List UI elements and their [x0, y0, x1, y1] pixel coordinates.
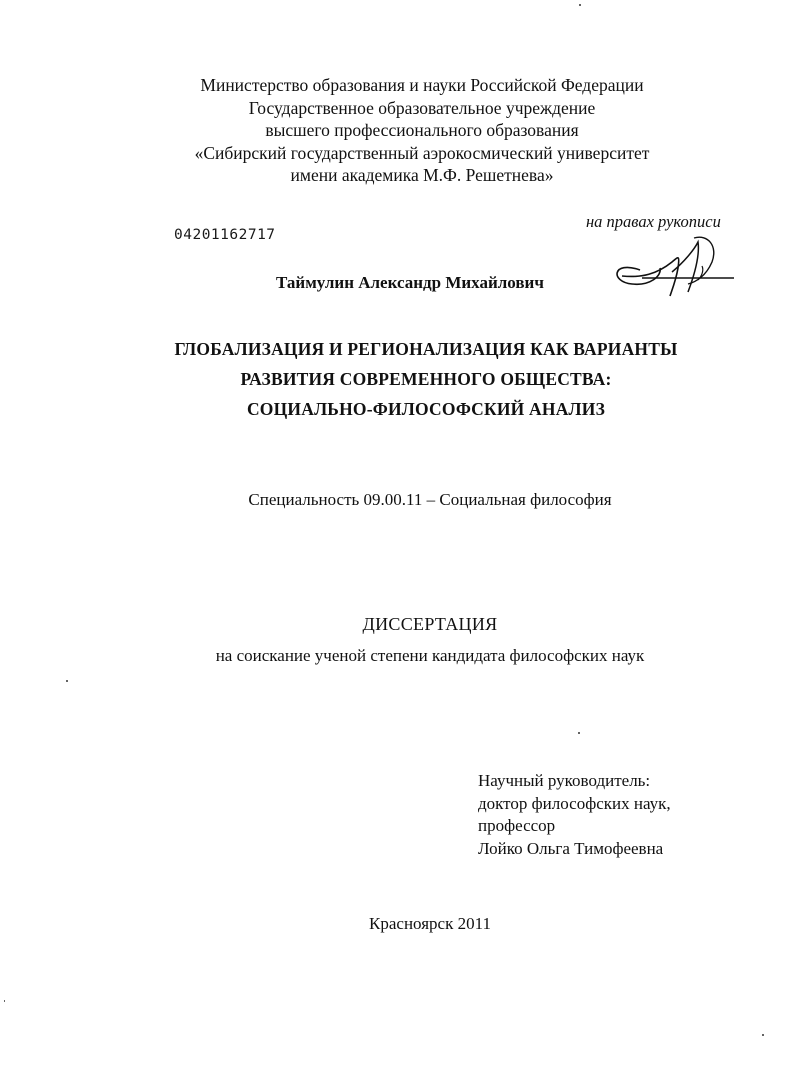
title-line: СОЦИАЛЬНО-ФИЛОСОФСКИЙ АНАЛИЗ [246, 399, 606, 419]
author-name: Таймулин Александр Михайлович [276, 273, 544, 292]
title-line: РАЗВИТИЯ СОВРЕМЕННОГО ОБЩЕСТВА: [240, 369, 612, 389]
privilege-note: на правах рукописи [586, 212, 721, 231]
institution-header [0, 74, 792, 187]
institution-line: «Сибирский государственный аэрокосмический университет [194, 142, 650, 163]
dissertation-title [0, 334, 792, 424]
scan-speck [762, 1034, 764, 1036]
handwritten-signature [602, 232, 742, 302]
scan-speck [578, 732, 580, 734]
scientific-advisor [478, 770, 671, 860]
scan-speck [579, 4, 581, 6]
degree-line: на соискание ученой степени кандидата философских наук [215, 646, 645, 665]
institution-line: Государственное образовательное учреждение [248, 97, 596, 118]
institution-line: имени академика М.Ф. Решетнева» [290, 165, 554, 185]
institution-line: Министерство образования и науки Российской Федерации [200, 75, 644, 95]
advisor-line: Научный руководитель: [478, 771, 651, 790]
institution-line: высшего профессионального образования [265, 120, 579, 140]
scan-speck [4, 1000, 5, 1002]
advisor-line: доктор философских наук, [478, 793, 671, 813]
advisor-line: Лойко Ольга Тимофеевна [478, 838, 664, 858]
scan-speck [66, 680, 68, 682]
title-line: ГЛОБАЛИЗАЦИЯ И РЕГИОНАЛИЗАЦИЯ КАК ВАРИАНТЫ [174, 339, 678, 359]
serial-number: 04201162717 [174, 227, 276, 243]
advisor-line: профессор [478, 816, 556, 835]
specialty: Специальность 09.00.11 – Социальная философия [248, 490, 612, 509]
city-year: Красноярск 2011 [369, 914, 491, 933]
document-type: ДИССЕРТАЦИЯ [362, 614, 498, 634]
